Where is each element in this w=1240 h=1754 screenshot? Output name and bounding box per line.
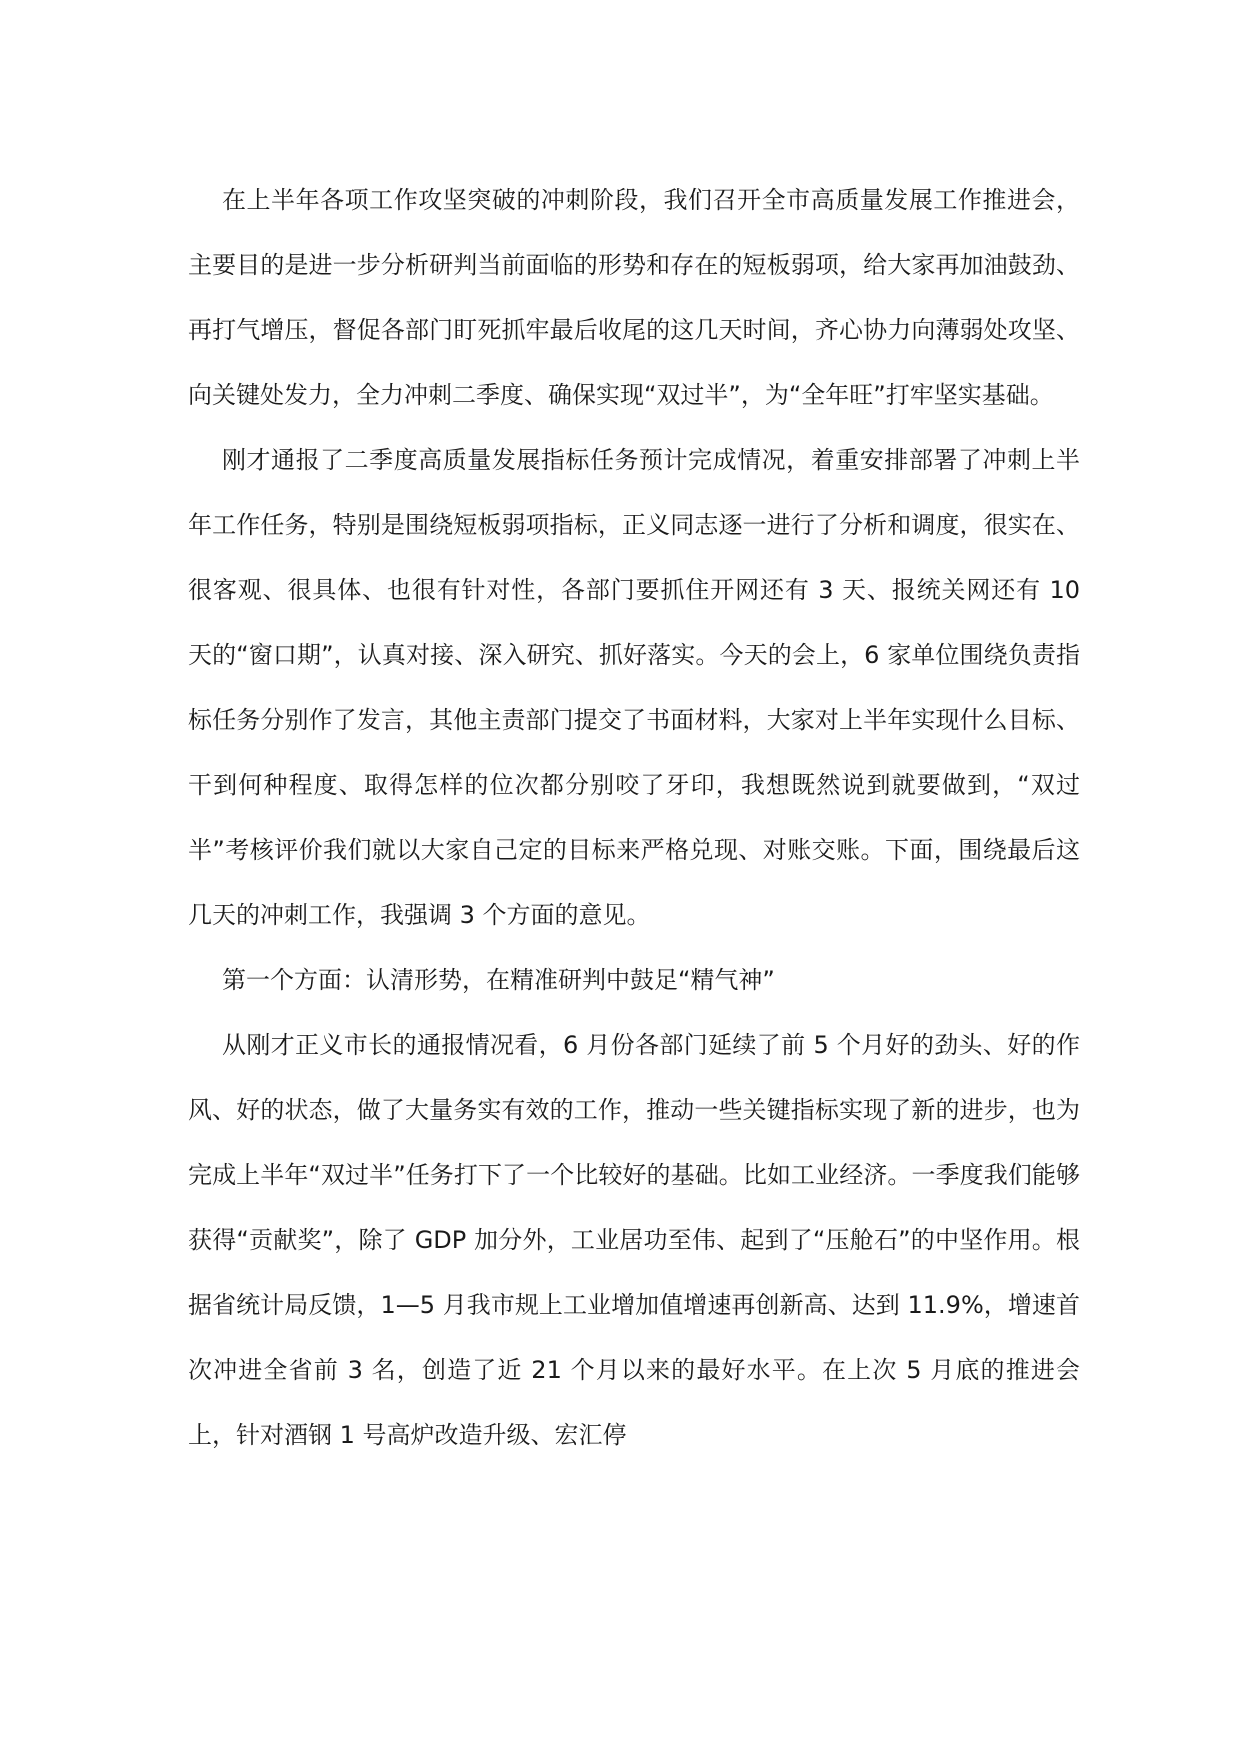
- section-heading: 第一个方面：认清形势，在精准研判中鼓足“精气神”: [222, 966, 775, 994]
- paragraph-intro: 在上半年各项工作攻坚突破的冲刺阶段，我们召开全市高质量发展工作推进会，主要目的是进一步分析研判当前面临的形势和存在的短板弱项，给大家再加油鼓劲、再打气增压，督促各部门盯死抓牢最后收尾的这几天时间，齐心协力向薄弱处攻坚、向关键处发力，全力冲刺二季度、确保实现“双过半”，为“全年旺”打牢坚实基础。: [188, 186, 1080, 409]
- paragraph-report: 刚才通报了二季度高质量发展指标任务预计完成情况，着重安排部署了冲刺上半年工作任务，特别是围绕短板弱项指标，正义同志逐一进行了分析和调度，很实在、很客观、很具体、也很有针对性，各部门要抓住开网还有 3 天、报统关网还有 10 天的“窗口期”，认真对接、深入研究、抓好落实。今天的会上，6 家单位围绕负责指标任务分别作了发言，其他主责部门提交了书面材料，大家对上半年实现什么目标、干到何种程度、取得怎样的位次都分别咬了牙印，我想既然说到就要做到，“双过半”考核评价我们就以大家自己定的目标来严格兑现、对账交账。下面，围绕最后这几天的冲刺工作，我强调 3 个方面的意见。: [188, 446, 1080, 929]
- document-body: [188, 168, 1080, 1468]
- paragraph-analysis: 从刚才正义市长的通报情况看，6 月份各部门延续了前 5 个月好的劲头、好的作风、好的状态，做了大量务实有效的工作，推动一些关键指标实现了新的进步，也为完成上半年“双过半”任务打下了一个比较好的基础。比如工业经济。一季度我们能够获得“贡献奖”，除了 GDP 加分外，工业居功至伟、起到了“压舱石”的中坚作用。根据省统计局反馈，1—5 月我市规上工业增加值增速再创新高、达到 11.9%，增速首次冲进全省前 3 名，创造了近 21 个月以来的最好水平。在上次 5 月底的推进会上，针对酒钢 1 号高炉改造升级、宏汇停: [188, 1031, 1080, 1449]
